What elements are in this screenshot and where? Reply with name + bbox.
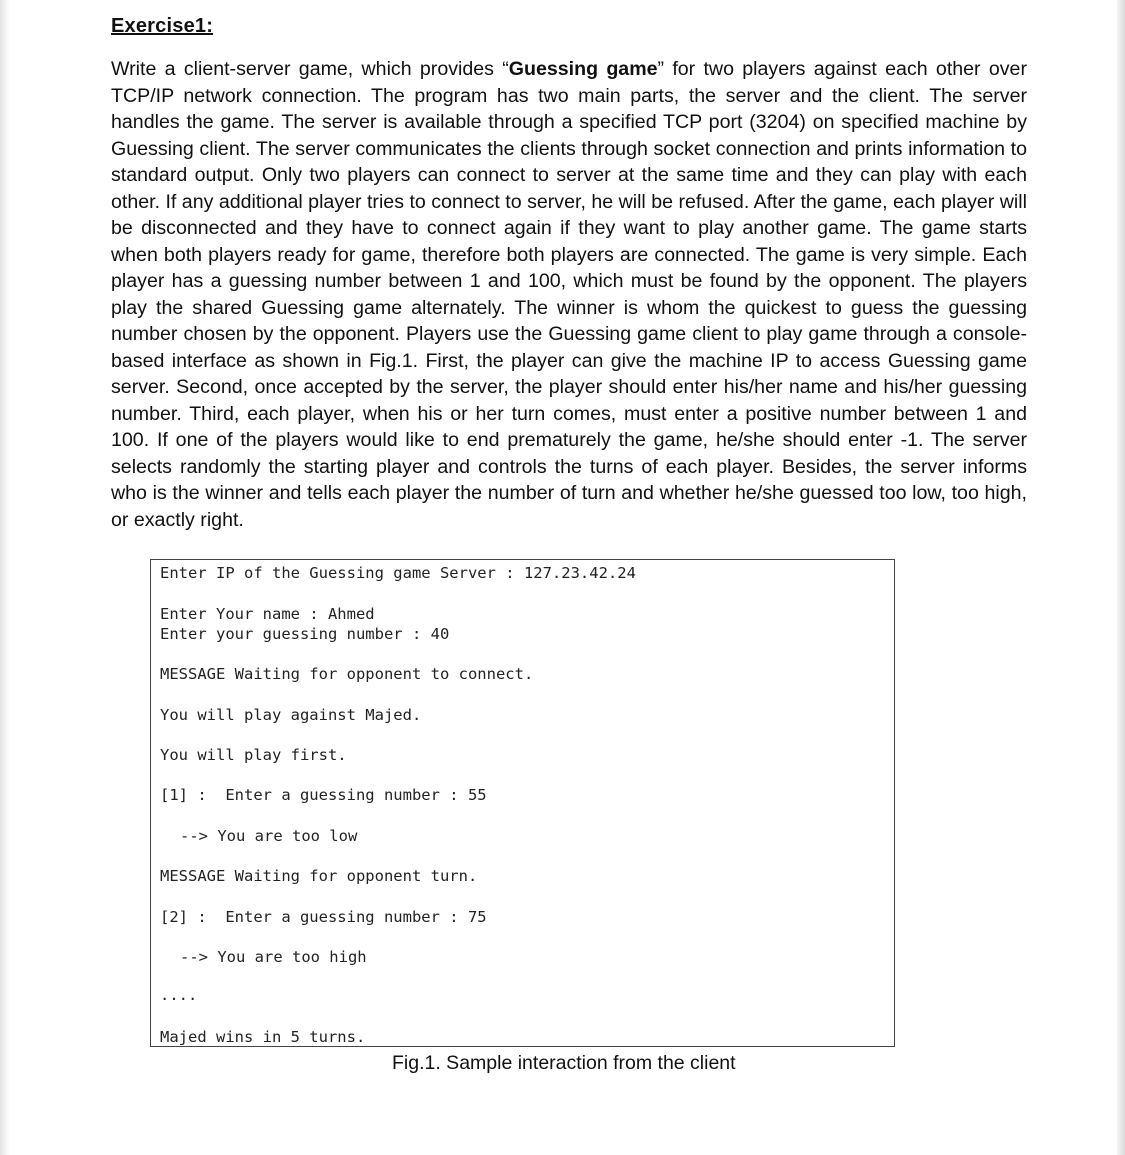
figure-caption: Fig.1. Sample interaction from the client (392, 1052, 736, 1074)
console-line-result: Majed wins in 5 turns. (160, 1028, 366, 1046)
console-line-guess-number: Enter your guessing number : 40 (160, 625, 450, 643)
console-sample-box (150, 559, 895, 1047)
description-text-start: Write a client-server game, which provides “ (111, 58, 509, 80)
console-line-too-high: --> You are too high (180, 948, 367, 966)
console-line-turn-2: [2] : Enter a guessing number : 75 (160, 908, 487, 926)
console-line-ip: Enter IP of the Guessing game Server : 127.23.42.24 (160, 564, 636, 582)
console-line-waiting-turn: MESSAGE Waiting for opponent turn. (160, 867, 478, 885)
console-line-play-first: You will play first. (160, 746, 347, 764)
exercise-heading: Exercise1: (111, 15, 214, 37)
description-bold-term: Guessing game (508, 58, 658, 80)
page-edge-right (1117, 0, 1125, 1155)
console-line-too-low: --> You are too low (180, 827, 358, 845)
console-line-opponent: You will play against Majed. (160, 706, 422, 724)
description-text-rest: ” for two players against each other over TCP/IP network connection. The program has two main parts, the server and the client. The server handles the game. The server is available through a specified TCP port (3204) on specified machine by Guessing client. The server communicates the clients through socket connection and prints information to standard output. Only two players can connect to server at the same time and they can play with each other. If any additional player tries to connect to server, he will be refused. After the game, each player will be disconnected and they have to connect again if they want to play another game. The game starts when both players ready for game, therefore both players are connected. The game is very simple. Each player has a guessing number between 1 and 100, which must be found by the opponent. The players play the shared Guessing game alternately. The winner is whom the quickest to guess the guessing number chosen by the opponent. Players use the Guessing game client to play game through a console-based interface as shown in Fig.1. First, the player can give the machine IP to access Guessing game server. Second, once accepted by the server, the player should enter his/her name and his/her guessing number. Third, each player, when his or her turn comes, must enter a positive number between 1 and 100. If one of the players would like to end prematurely the game, he/she should enter -1. The server selects randomly the starting player and controls the turns of each player. Besides, the server informs who is the winner and tells each player the number of turn and whether he/she guessed too low, too high, or exactly right. (111, 58, 1027, 531)
page-edge-left (0, 0, 10, 1155)
console-line-name: Enter Your name : Ahmed (160, 605, 375, 623)
console-line-turn-1: [1] : Enter a guessing number : 55 (160, 786, 487, 804)
console-line-waiting-connect: MESSAGE Waiting for opponent to connect. (160, 665, 534, 683)
exercise-description (111, 56, 1027, 533)
console-line-ellipsis: .... (160, 986, 198, 1004)
